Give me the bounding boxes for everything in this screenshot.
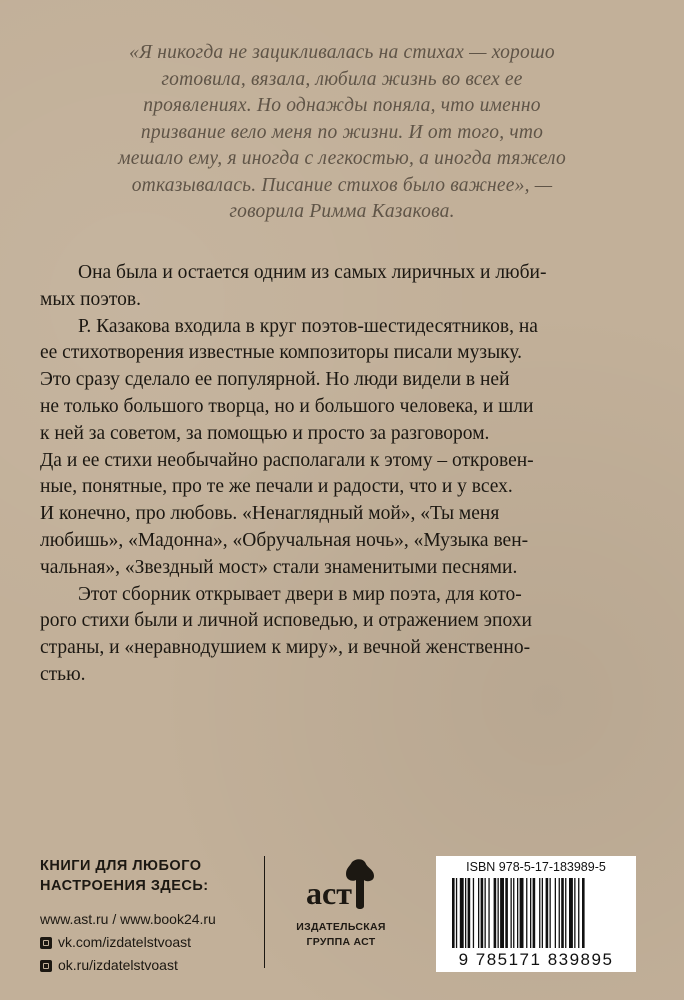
barcode-bar <box>559 878 560 948</box>
barcode-bar <box>539 878 540 948</box>
text-line: Да и ее стихи необычайно располагали к этому – откровен- <box>40 449 534 471</box>
ast-logo-icon <box>302 858 380 914</box>
isbn-barcode <box>436 856 636 972</box>
barcode-bar <box>582 878 585 948</box>
barcode-bar <box>452 878 455 948</box>
quote-line: отказывалась. Писание стихов было важнее», — <box>131 174 553 196</box>
quote-attribution: говорила Римма Казакова. <box>229 201 455 222</box>
text-line: стью. <box>40 663 86 685</box>
barcode-bar <box>517 878 518 948</box>
barcode-bar <box>500 878 504 948</box>
text-line: ные, понятные, про те же печали и радости, что и у всех. <box>40 476 513 498</box>
barcode-bar <box>574 878 575 948</box>
barcode-bar <box>530 878 531 948</box>
logo-text: аст <box>306 875 352 911</box>
publisher-name <box>276 920 406 950</box>
barcode-bar <box>550 878 551 948</box>
text-line: не только большого творца, но и большого человека, и шли <box>40 395 534 417</box>
barcode-bar <box>542 878 543 948</box>
barcode-bar <box>456 878 457 948</box>
barcode-bar <box>513 878 514 948</box>
barcode-bar <box>478 878 479 948</box>
barcode-bar <box>498 878 499 948</box>
quote-line: призвание вело меня по жизни. И от того, что <box>140 121 544 143</box>
text-line: любишь», «Мадонна», «Обручальная ночь», «Музыка вен- <box>40 529 529 551</box>
barcode-bar <box>460 878 464 948</box>
barcode-bar <box>505 878 508 948</box>
barcode-bar <box>546 878 549 948</box>
website-link[interactable]: www.ast.ru / www.book24.ru <box>40 911 216 927</box>
isbn-label: ISBN 978-5-17-183989-5 <box>466 860 606 874</box>
text-line: рого стихи были и личной исповедью, и отражением эпохи <box>40 610 532 632</box>
promo-block <box>40 856 260 977</box>
barcode-bar <box>533 878 536 948</box>
promo-title-line: НАСТРОЕНИЯ ЗДЕСЬ: <box>40 878 209 894</box>
publisher-name-line: ГРУППА АСТ <box>306 936 376 948</box>
publisher-logo-block <box>276 858 406 950</box>
ok-row <box>40 954 260 977</box>
barcode-bar <box>578 878 579 948</box>
text-line: мых поэтов. <box>40 288 141 310</box>
ok-link[interactable]: ok.ru/izdatelstvoast <box>58 957 178 973</box>
vk-icon <box>40 937 52 949</box>
promo-title-line: КНИГИ ДЛЯ ЛЮБОГО <box>40 858 202 874</box>
quote-line: готовила, вязала, любила жизнь во всех ее <box>161 68 523 90</box>
epigraph-quote <box>52 40 632 226</box>
barcode-icon <box>452 878 620 948</box>
paragraph <box>40 314 646 582</box>
barcode-bar <box>511 878 512 948</box>
promo-title <box>40 856 260 896</box>
paragraph <box>40 260 646 314</box>
publisher-name-line: ИЗДАТЕЛЬСКАЯ <box>296 921 386 933</box>
paragraph <box>40 582 646 689</box>
annotation-text <box>40 260 646 689</box>
text-line: Р. Казакова входила в круг поэтов-шестидесятников, на <box>78 315 538 337</box>
ok-icon <box>40 960 52 972</box>
barcode-bar <box>565 878 566 948</box>
barcode-bar <box>485 878 486 948</box>
text-line: И конечно, про любовь. «Ненаглядный мой», «Ты меня <box>40 503 500 525</box>
barcode-bar <box>488 878 489 948</box>
quote-line: «Я никогда не зацикливалась на стихах — хорошо <box>129 42 555 63</box>
vk-row <box>40 931 260 954</box>
text-line: чальная», «Звездный мост» стали знаменитыми песнями. <box>40 556 518 578</box>
barcode-digits: 9 785171 839895 <box>458 950 614 969</box>
text-line: Этот сборник открывает двери в мир поэта, для кото- <box>78 583 522 605</box>
barcode-bar <box>468 878 471 948</box>
barcode-bar <box>561 878 564 948</box>
text-line: Это сразу сделало ее популярной. Но люди видели в ней <box>40 369 510 391</box>
barcode-bar <box>465 878 466 948</box>
quote-line: проявлениях. Но однажды поняла, что именно <box>143 95 541 116</box>
barcode-bar <box>569 878 573 948</box>
text-line: к ней за советом, за помощью и просто за разговором. <box>40 422 490 444</box>
text-line: Она была и остается одним из самых лиричных и люби- <box>78 262 547 283</box>
barcode-bar <box>526 878 527 948</box>
promo-links <box>40 908 260 977</box>
barcode-bar <box>473 878 474 948</box>
barcode-bar <box>555 878 556 948</box>
quote-line: мешало ему, я иногда с легкостью, а иногда тяжело <box>118 148 566 169</box>
text-line: страны, и «неравнодушием к миру», и вечной женственно- <box>40 637 531 659</box>
barcode-bar <box>520 878 524 948</box>
website-links <box>40 908 260 931</box>
vk-link[interactable]: vk.com/izdatelstvoast <box>58 934 192 950</box>
barcode-bar <box>494 878 497 948</box>
vertical-divider <box>264 856 265 968</box>
barcode-bar <box>481 878 484 948</box>
text-line: ее стихотворения известные композиторы писали музыку. <box>40 342 523 364</box>
